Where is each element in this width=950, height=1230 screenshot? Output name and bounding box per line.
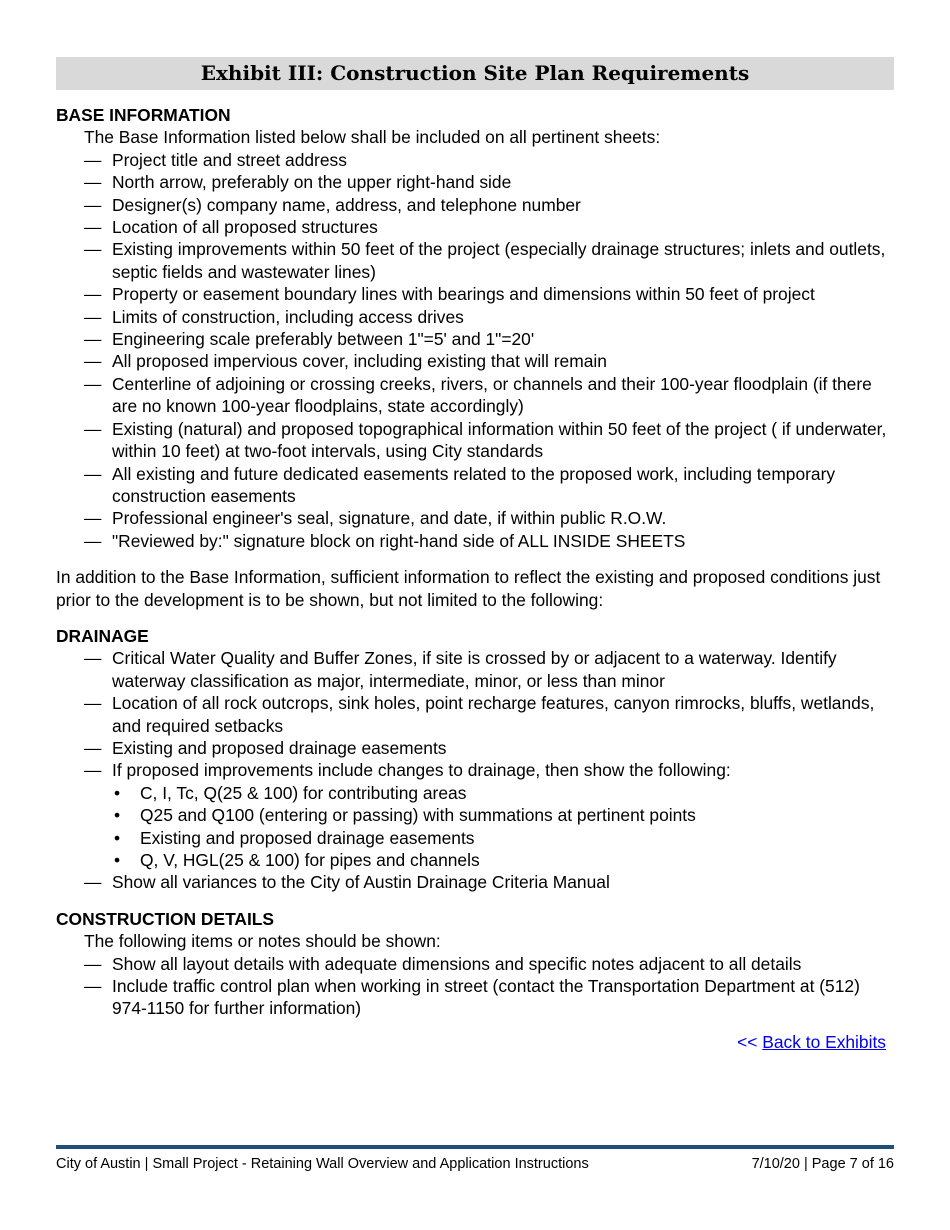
dash-bullet-icon: — — [84, 329, 102, 350]
footer-page-info: 7/10/20 | Page 7 of 16 — [751, 1156, 894, 1172]
base-information-list — [56, 149, 896, 552]
list-item: — Engineering scale preferably between 1"=5' and 1"=20' — [84, 329, 535, 350]
sub-list-item: • Q25 and Q100 (entering or passing) with summations at pertinent points — [114, 805, 696, 826]
list-item: — "Reviewed by:" signature block on right-hand side of ALL INSIDE SHEETS — [84, 530, 686, 551]
dash-bullet-icon: — — [84, 351, 102, 372]
addition-paragraph: In addition to the Base Information, sufficient information to reflect the existing and proposed conditions just prior to the development is to be shown, but not limited to the following: — [56, 567, 881, 610]
dash-bullet-icon: — — [84, 149, 102, 170]
dash-bullet-icon: — — [84, 373, 102, 394]
list-item: — North arrow, preferably on the upper right-hand side — [84, 172, 512, 193]
back-arrow-icon: << — [737, 1032, 758, 1052]
bullet-icon: • — [114, 850, 121, 870]
dash-bullet-icon: — — [84, 648, 102, 669]
bullet-icon: • — [114, 827, 121, 848]
drainage-sub-list — [112, 782, 896, 872]
list-item: — Include traffic control plan when working in street (contact the Transportation Department at (512) 974-1150 for further information) — [84, 976, 860, 1019]
dash-bullet-icon: — — [84, 217, 102, 238]
dash-bullet-icon: — — [84, 306, 102, 327]
list-item: — Professional engineer's seal, signature, and date, if within public R.O.W. — [84, 508, 667, 529]
sub-list-item: • Q, V, HGL(25 & 100) for pipes and channels — [114, 850, 480, 870]
drainage-heading: DRAINAGE — [56, 625, 149, 646]
sub-list-item: • Existing and proposed drainage easements — [114, 827, 475, 848]
back-to-exhibits-link[interactable] — [737, 1032, 886, 1053]
list-item: — Property or easement boundary lines with bearings and dimensions within 50 feet of project — [84, 284, 815, 305]
document-body — [56, 104, 896, 1020]
construction-details-intro: The following items or notes should be shown: — [84, 931, 441, 952]
dash-bullet-icon: — — [84, 693, 102, 714]
footer-document-title: City of Austin | Small Project - Retaining Wall Overview and Application Instructions — [56, 1156, 589, 1172]
list-item: — Location of all proposed structures — [84, 217, 378, 238]
construction-details-list — [56, 953, 896, 1020]
base-information-intro: The Base Information listed below shall be included on all pertinent sheets: — [84, 127, 661, 148]
list-item: — Critical Water Quality and Buffer Zones, if site is crossed by or adjacent to a waterway. Identify waterway classification as major, intermediate, minor, or less than minor — [84, 648, 837, 691]
bullet-icon: • — [114, 805, 121, 826]
list-item: — Show all variances to the City of Austin Drainage Criteria Manual — [84, 872, 610, 893]
dash-bullet-icon: — — [84, 239, 102, 260]
list-item: — All existing and future dedicated easements related to the proposed work, including temporary construction easements — [84, 463, 836, 506]
dash-bullet-icon: — — [84, 463, 102, 484]
list-item: — Existing improvements within 50 feet of the project (especially drainage structures; inlets and outlets, septic fields and wastewater lines) — [84, 239, 886, 282]
dash-bullet-icon: — — [84, 760, 102, 781]
dash-bullet-icon: — — [84, 953, 102, 974]
dash-bullet-icon: — — [84, 172, 102, 193]
bullet-icon: • — [114, 782, 121, 803]
list-item: — If proposed improvements include changes to drainage, then show the following: • C, I, Tc, Q(25 & 100) for contributing areas • Q25 and Q100 (entering or passing) with summations at pertinent points • Existing and proposed drainage easements • Q, V, HGL(25 & 100) for pipes and channels — [84, 759, 896, 871]
list-item: — All proposed impervious cover, including existing that will remain — [84, 351, 607, 372]
drainage-list — [56, 647, 896, 893]
list-item: — Limits of construction, including access drives — [84, 306, 464, 327]
footer-divider — [56, 1145, 894, 1149]
list-item: — Existing (natural) and proposed topographical information within 50 feet of the project ( if underwater, within 10 feet) at two-foot intervals, using City standards — [84, 418, 887, 462]
construction-details-heading: CONSTRUCTION DETAILS — [56, 908, 275, 929]
dash-bullet-icon: — — [84, 508, 102, 529]
dash-bullet-icon: — — [84, 737, 102, 758]
list-item: — Centerline of adjoining or crossing creeks, rivers, or channels and their 100-year floodplain (if there are no known 100-year floodplains, state accordingly) — [84, 373, 872, 417]
list-item: — Project title and street address — [84, 149, 347, 170]
dash-bullet-icon: — — [84, 284, 102, 305]
dash-bullet-icon: — — [84, 194, 102, 215]
list-item: — Location of all rock outcrops, sink holes, point recharge features, canyon rimrocks, bluffs, wetlands, and required setbacks — [84, 693, 875, 736]
list-item: — Show all layout details with adequate dimensions and specific notes adjacent to all details — [84, 953, 802, 974]
back-link-label[interactable]: Back to Exhibits — [762, 1032, 886, 1052]
list-item: — Existing and proposed drainage easements — [84, 737, 447, 758]
sub-list-item: • C, I, Tc, Q(25 & 100) for contributing areas — [114, 782, 467, 803]
dash-bullet-icon: — — [84, 872, 102, 893]
list-item: — Designer(s) company name, address, and telephone number — [84, 194, 581, 215]
dash-bullet-icon: — — [84, 418, 102, 439]
dash-bullet-icon: — — [84, 976, 102, 997]
base-information-heading: BASE INFORMATION — [56, 105, 231, 125]
page-title: Exhibit III: Construction Site Plan Requirements — [56, 57, 894, 90]
dash-bullet-icon: — — [84, 530, 102, 551]
